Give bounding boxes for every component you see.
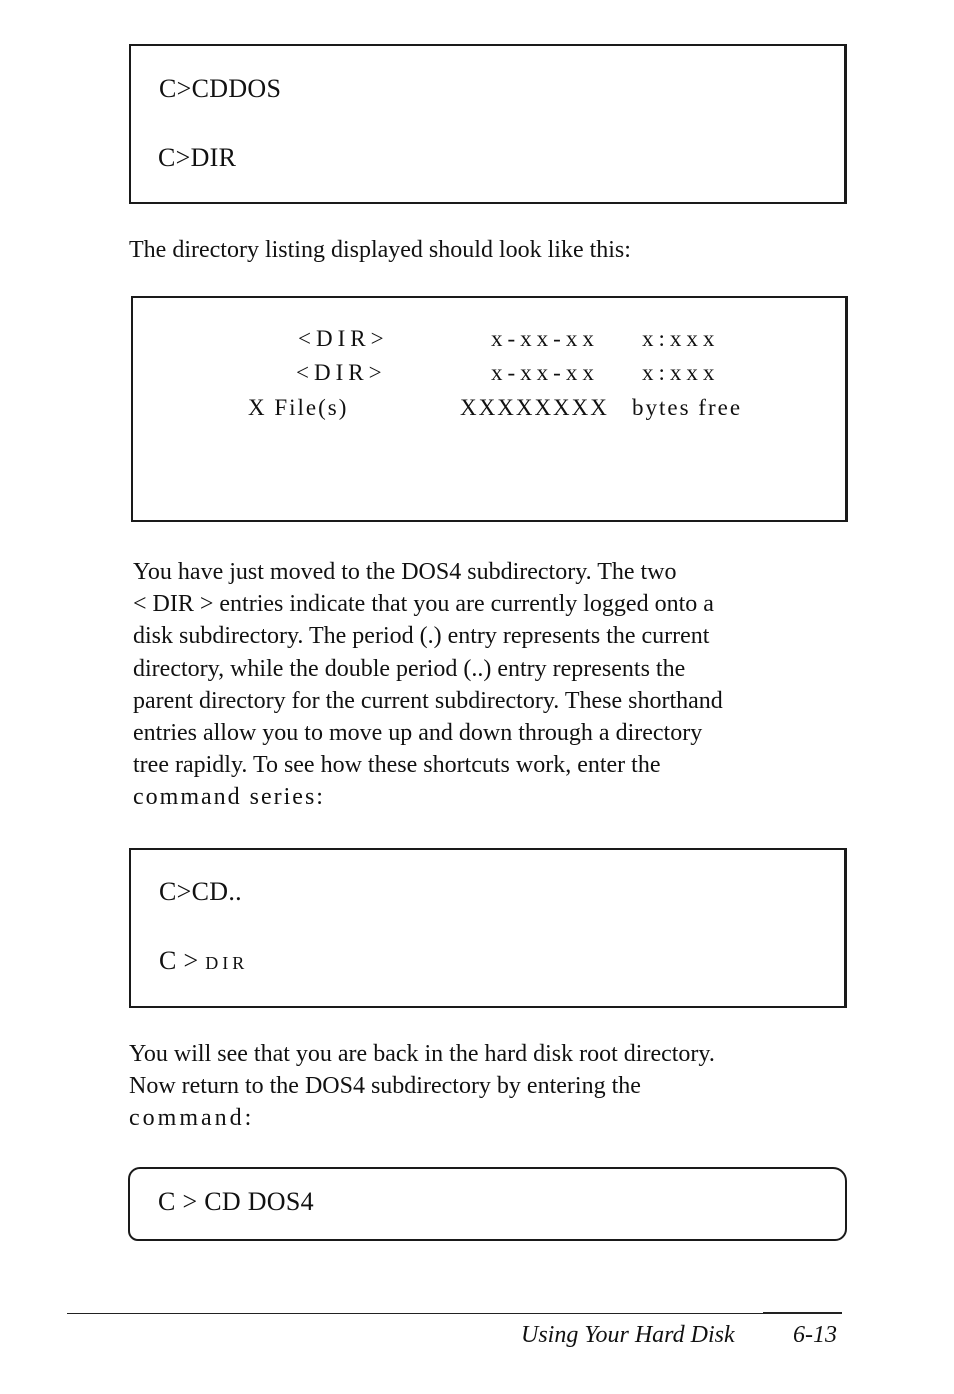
dir-row-1-time: x:xxx xyxy=(642,326,720,351)
footer-rule-accent xyxy=(763,1312,842,1314)
dir-row-2-name: <DIR> xyxy=(296,360,387,385)
footer-rule xyxy=(67,1313,842,1314)
dir-summary-files: X File(s) xyxy=(248,395,349,420)
paragraph-root-directory xyxy=(129,1038,715,1135)
command-box-cd-up xyxy=(129,848,847,1008)
command-prompt: C > xyxy=(159,946,199,975)
command-box-cddos xyxy=(129,44,847,204)
dir-summary-bytes: XXXXXXXX xyxy=(460,395,609,420)
dir-row-1-name: <DIR> xyxy=(298,326,389,351)
intro-text: The directory listing displayed should look like this: xyxy=(129,237,631,263)
command-line-dir: C>DIR xyxy=(158,143,237,172)
dir-row-1-date: x-xx-xx xyxy=(491,326,599,351)
command-line-dir-2 xyxy=(159,946,248,978)
paragraph-line: < DIR > entries indicate that you are currently logged onto a xyxy=(133,591,714,618)
paragraph-line: command: xyxy=(129,1105,255,1132)
paragraph-subdirectory-explanation xyxy=(133,556,723,814)
paragraph-line: disk subdirectory. The period (.) entry represents the current xyxy=(133,623,710,650)
footer-page-number: 6-13 xyxy=(793,1322,837,1348)
paragraph-line: entries allow you to move up and down through a directory xyxy=(133,720,703,747)
command-line-cd-dos4: C > CD DOS4 xyxy=(158,1187,314,1216)
paragraph-line: Now return to the DOS4 subdirectory by entering the xyxy=(129,1073,641,1100)
dir-row-2-time: x:xxx xyxy=(642,360,720,385)
paragraph-line: tree rapidly. To see how these shortcuts work, enter the xyxy=(133,752,661,779)
paragraph-line: You will see that you are back in the hard disk root directory. xyxy=(129,1041,715,1067)
footer-title: Using Your Hard Disk xyxy=(521,1322,735,1348)
paragraph-line: You have just moved to the DOS4 subdirectory. The two xyxy=(133,559,677,585)
paragraph-line: command series: xyxy=(133,784,325,811)
paragraph-line: parent directory for the current subdirectory. These shorthand xyxy=(133,687,723,714)
paragraph-line: directory, while the double period (..) entry represents the xyxy=(133,655,686,682)
command-line-cddos: C>CDDOS xyxy=(159,74,282,103)
command-dir-small: DIR xyxy=(205,953,249,973)
dir-row-2-date: x-xx-xx xyxy=(491,360,599,385)
dir-summary-free: bytes free xyxy=(632,395,743,420)
command-line-cd-up: C>CD.. xyxy=(159,877,242,906)
